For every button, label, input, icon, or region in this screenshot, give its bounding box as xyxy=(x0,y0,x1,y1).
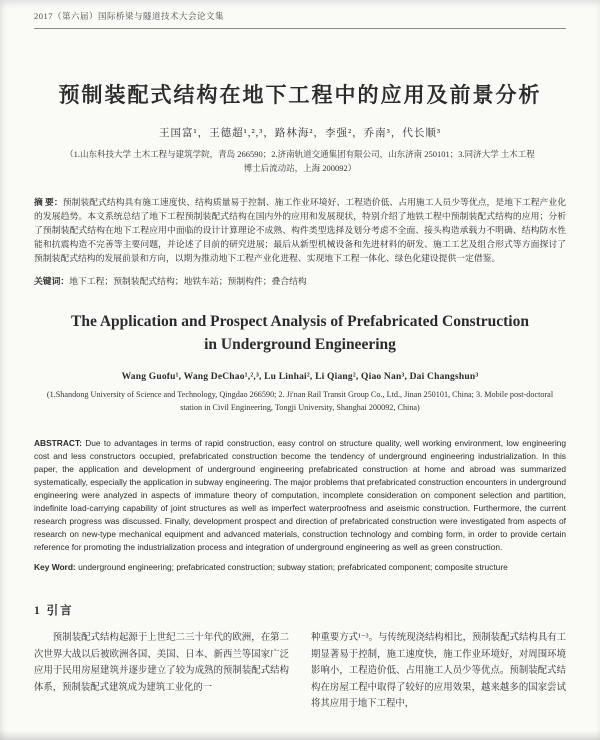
paper-title-zh: 预制装配式结构在地下工程中的应用及前景分析 xyxy=(58,83,542,107)
abstract-zh xyxy=(34,195,566,265)
abstract-zh-text: 预制装配式结构具有施工速度快、结构质量易于控制、施工作业环境好、工程造价低、占用施工人员少等优点，是地下工程产业化的发展趋势。本文系统总结了地下工程预制装配式结构在国内外的应用和发展现状，特别介绍了地铁工程中预制装配式结构的应用；分析了预制装配式结构在地下工程应用中面临的设计计算理论不成熟、构件类型选择及划分考虑不全面、接头构造承载力不明确、结构防水性能和抗震构造不完善等主要问题，并论述了目前的研究进展；最后从新型机械设备和先进材料的研发、施工工艺及组合形式等方面探讨了预制装配式结构的发展前景和方向，以期为推动地下工程产业化进程、实现地下工程一体化、绿色化建设提供一定借鉴。 xyxy=(34,197,566,264)
keywords-en xyxy=(34,562,566,572)
left-column-paragraph: 预制装配式结构起源于上世纪二三十年代的欧洲，在第二次世界大战以后被欧洲各国、美国、日本、新西兰等国家广泛应用于民用房屋建筑并逐步建立了较为成熟的预制装配式结构体系，预制装配式建筑成为建筑工业化的一 xyxy=(34,633,289,693)
abstract-en-label: ABSTRACT: xyxy=(34,437,82,448)
paper-title-en-line1: The Application and Prospect Analysis of Prefabricated Construction xyxy=(71,313,529,331)
abstract-zh-label: 摘 要： xyxy=(34,197,63,208)
right-column-paragraph: 种重要方式¹⁻³。与传统现浇结构相比，预制装配式结构具有工期显著易于控制，施工速度快，施工作业环境好，对周围环境影响小，工程造价低、占用施工人员少等优点。预制装配式结构在房屋工程中取得了较好的应用效果，越来越多的国家尝试将其应用于地下工程中， xyxy=(311,633,566,709)
abstract-en xyxy=(34,437,566,554)
section-1-heading: 1 引言 xyxy=(34,605,74,618)
left-column xyxy=(34,630,289,712)
keywords-en-label: Key Word: xyxy=(34,562,76,573)
right-column xyxy=(311,630,566,712)
authors-zh: 王国富¹，王德超¹,²,³，路林海²，李强²，乔南³，代长顺³ xyxy=(159,128,441,139)
keywords-zh xyxy=(34,274,566,287)
page-header xyxy=(34,6,566,29)
body-columns xyxy=(34,630,566,712)
affiliation-zh: （1.山东科技大学 土木工程与建筑学院，青岛 266590；2.济南轨道交通集团有限公司，山东济南 250101；3.同济大学 土木工程博士后流动站，上海 200092） xyxy=(65,149,535,173)
paper-title-en xyxy=(34,311,566,356)
paper-title-en-line2: in Underground Engineering xyxy=(204,335,396,353)
authors-en: Wang Guofu¹, Wang DeChao¹,²,³, Lu Linhai², Li Qiang², Qiao Nan³, Dai Changshun³ xyxy=(121,372,479,383)
keywords-zh-label: 关键词： xyxy=(34,276,70,287)
keywords-en-text: underground engineering; prefabricated construction; subway station; prefabricated component; composite structure xyxy=(78,562,508,573)
scan-edge-shadow xyxy=(0,730,600,740)
proceedings-header-text: 2017（第六届）国际桥梁与隧道技术大会论文集 xyxy=(34,11,225,21)
abstract-en-text: Due to advantages in terms of rapid construction, easy control on structure quality, well working environment, low engineering cost and less constructors occupied, prefabricated construction become the tendency of underground engineering industrialization. In this paper, the application and development of underground engineering prefabricated construction at home and abroad was summarized systematically, especially the application in subway engineering. The major problems that prefabricated construction encounters in underground engineering were analyzed in aspects of immature theory of computation, incomplete consideration on component selection and partition, indefinite load-carrying capability of joint structures as well as imperfect waterproofness and aseismic construction. Furthermore, the current research progress was discussed. Finally, development prospect and direction of prefabricated construction were investigated from aspects of research on new-type mechanical equipment and advanced materials, construction technology and combing form, in order to provide certain reference for promoting the industrialization process and integration of underground engineering as well as green construction. xyxy=(34,437,567,552)
header-rule xyxy=(34,28,566,29)
affiliation-en: (1.Shandong University of Science and Technology, Qingdao 266590; 2. Ji'nan Rail Transit Group Co., Ltd., Jinan 250101, China; 3. Mobile post-doctoral station in Civil Engineering, Tongji University, Shanghai 200092, China) xyxy=(46,390,554,412)
keywords-zh-text: 地下工程；预制装配式结构；地铁车站；预制构件；叠合结构 xyxy=(69,276,307,287)
